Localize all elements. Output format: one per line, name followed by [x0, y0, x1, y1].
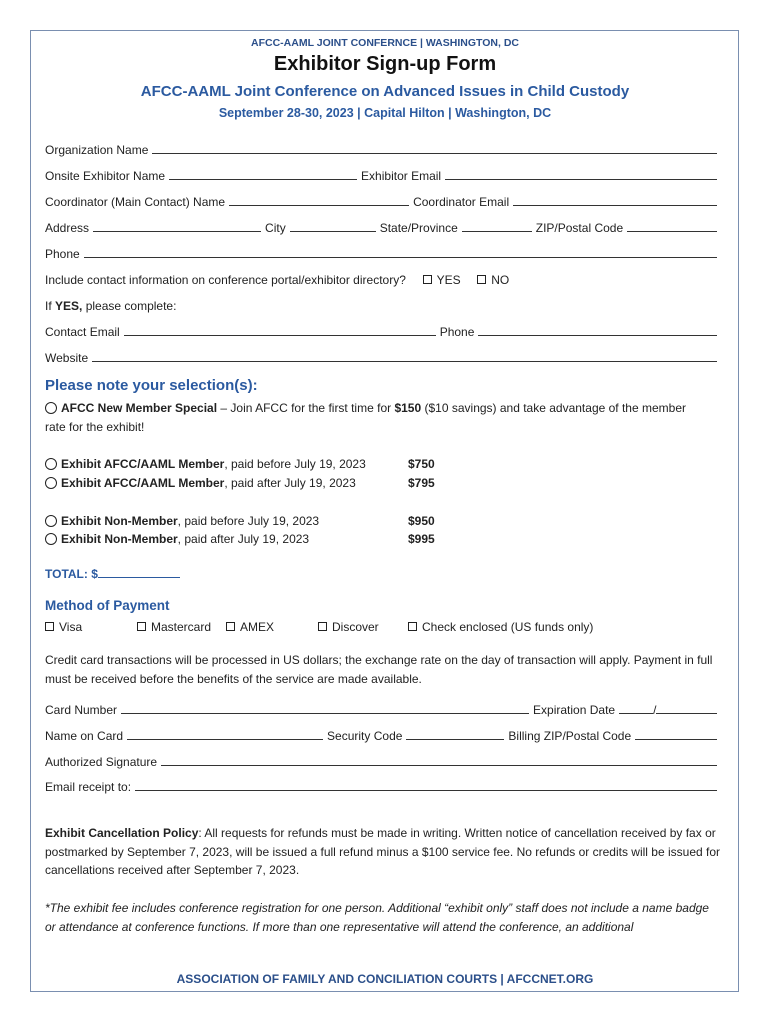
coordinator-email-field[interactable] [513, 195, 717, 206]
no-label: NO [491, 273, 510, 287]
amex-label: AMEX [240, 620, 275, 634]
conference-banner: AFCC-AAML JOINT CONFERNCE | WASHINGTON, DC [251, 37, 519, 49]
total-field[interactable] [98, 567, 180, 578]
organization-row [45, 143, 721, 157]
price-nonmember-after: $995 [408, 532, 435, 546]
organization-label: Organization Name [45, 143, 149, 157]
option-bold: Exhibit Non-Member [61, 514, 178, 528]
exhibitor-email-field[interactable] [445, 169, 717, 180]
policy-label: Exhibit Cancellation Policy [45, 826, 199, 840]
payment-mastercard[interactable] [137, 620, 211, 634]
website-row [45, 351, 721, 365]
zip-field[interactable] [627, 221, 717, 232]
payment-check[interactable] [408, 620, 593, 634]
option-member-after[interactable] [45, 476, 356, 490]
mastercard-checkbox[interactable] [137, 622, 146, 631]
coordinator-name-label: Coordinator (Main Contact) Name [45, 195, 226, 209]
payment-visa[interactable] [45, 620, 82, 634]
website-label: Website [45, 351, 89, 365]
payment-heading: Method of Payment [45, 598, 170, 613]
total-label: TOTAL: $ [45, 567, 98, 581]
coordinator-name-field[interactable] [229, 195, 409, 206]
new-member-radio[interactable] [45, 402, 57, 414]
mastercard-label: Mastercard [151, 620, 212, 634]
address-field[interactable] [93, 221, 261, 232]
payment-amex[interactable] [226, 620, 274, 634]
option-bold: Exhibit AFCC/AAML Member [61, 457, 225, 471]
check-label: Check enclosed (US funds only) [422, 620, 594, 634]
amex-checkbox[interactable] [226, 622, 235, 631]
price-member-after: $795 [408, 476, 435, 490]
page-title: Exhibitor Sign-up Form [273, 53, 497, 75]
billing-zip-field[interactable] [635, 729, 717, 740]
if-yes-bold: YES, [55, 299, 83, 313]
signature-field[interactable] [161, 755, 717, 766]
expiration-year-field[interactable] [656, 703, 717, 714]
billing-zip-label: Billing ZIP/Postal Code [508, 729, 632, 743]
new-member-text2: ($10 savings) and take advantage of the member [424, 401, 686, 415]
new-member-text: – Join AFCC for the first time for [220, 401, 392, 415]
security-code-field[interactable] [406, 729, 504, 740]
discover-label: Discover [332, 620, 379, 634]
new-member-option[interactable] [45, 401, 686, 415]
selection-heading: Please note your selection(s): [45, 377, 258, 394]
address-row [45, 221, 721, 235]
state-label: State/Province [379, 221, 458, 235]
option-text: , paid before July 19, 2023 [177, 514, 320, 528]
card-number-field[interactable] [121, 703, 529, 714]
option-text: , paid after July 19, 2023 [224, 476, 356, 490]
option-member-before[interactable] [45, 457, 366, 471]
include-contact-row [45, 273, 509, 287]
if-yes-instruction [45, 299, 176, 313]
payment-discover[interactable] [318, 620, 379, 634]
onsite-exhibitor-field[interactable] [169, 169, 357, 180]
phone-field[interactable] [84, 247, 717, 258]
expiration-month-field[interactable] [619, 703, 653, 714]
new-member-price: $150 [394, 401, 422, 415]
option-radio[interactable] [45, 477, 57, 489]
coordinator-email-label: Coordinator Email [413, 195, 510, 209]
phone-label: Phone [45, 247, 80, 261]
discover-checkbox[interactable] [318, 622, 327, 631]
option-nonmember-after[interactable] [45, 532, 309, 546]
option-radio[interactable] [45, 515, 57, 527]
signature-label: Authorized Signature [45, 755, 158, 769]
contact-email-label: Contact Email [45, 325, 120, 339]
name-on-card-row [45, 729, 721, 743]
check-checkbox[interactable] [408, 622, 417, 631]
contact-phone-field[interactable] [478, 325, 717, 336]
no-checkbox[interactable] [477, 275, 486, 284]
exhibitor-email-label: Exhibitor Email [361, 169, 442, 183]
contact-email-row [45, 325, 721, 339]
if-yes-post: please complete: [85, 299, 177, 313]
state-field[interactable] [462, 221, 532, 232]
city-field[interactable] [290, 221, 376, 232]
exhibit-fee-note: *The exhibit fee includes conference registration for one person. Additional “exhibit only” staff does not include a name badge or attendance at conference functions. If more than one representative will attend the conference, an additional [45, 901, 709, 934]
signature-row [45, 755, 721, 769]
payment-notice: Credit card transactions will be processed in US dollars; the exchange rate on the day of transaction will apply. Payment in full must be received before the benefits of the service are made available. [45, 653, 713, 686]
if-yes-pre: If [45, 299, 52, 313]
option-radio[interactable] [45, 458, 57, 470]
phone-row [45, 247, 721, 261]
yes-checkbox[interactable] [423, 275, 432, 284]
card-number-row [45, 703, 721, 717]
footer: ASSOCIATION OF FAMILY AND CONCILIATION COURTS | AFCCNET.ORG [176, 972, 594, 986]
organization-field[interactable] [152, 143, 717, 154]
expiration-label: Expiration Date [533, 703, 616, 717]
email-receipt-row [45, 780, 721, 794]
price-member-before: $750 [408, 457, 435, 471]
option-bold: Exhibit AFCC/AAML Member [61, 476, 225, 490]
visa-label: Visa [59, 620, 83, 634]
coordinator-row [45, 195, 721, 209]
conference-dates: September 28-30, 2023 | Capital Hilton | Washington, DC [218, 106, 552, 120]
visa-checkbox[interactable] [45, 622, 54, 631]
conference-subtitle: AFCC-AAML Joint Conference on Advanced Issues in Child Custody [140, 83, 630, 100]
price-nonmember-before: $950 [408, 514, 435, 528]
website-field[interactable] [92, 351, 717, 362]
onsite-exhibitor-label: Onsite Exhibitor Name [45, 169, 166, 183]
option-radio[interactable] [45, 533, 57, 545]
option-bold: Exhibit Non-Member [61, 532, 178, 546]
total-row [45, 567, 180, 581]
contact-email-field[interactable] [124, 325, 436, 336]
option-text: , paid before July 19, 2023 [224, 457, 366, 471]
policy-text: : All requests for refunds must be made in writing. Written notice of cancellation received by fax or postmarked by September 7, 2023, will be issued a full refund minus a $100 service fee. No refunds or credits will be issued for cancellations received after September 7, 2023. [45, 826, 721, 877]
contact-phone-label: Phone [439, 325, 475, 339]
address-label: Address [45, 221, 90, 235]
cancellation-policy [45, 824, 721, 880]
name-on-card-field[interactable] [127, 729, 323, 740]
security-code-label: Security Code [327, 729, 403, 743]
new-member-text3: rate for the exhibit! [45, 420, 145, 434]
name-on-card-label: Name on Card [45, 729, 124, 743]
card-number-label: Card Number [45, 703, 118, 717]
onsite-exhibitor-row [45, 169, 721, 183]
include-contact-question: Include contact information on conference portal/exhibitor directory? [45, 273, 406, 287]
option-nonmember-before[interactable] [45, 514, 319, 528]
city-label: City [265, 221, 286, 235]
email-receipt-label: Email receipt to: [45, 780, 132, 794]
expiration-slash: / [653, 703, 657, 717]
new-member-bold: AFCC New Member Special [61, 401, 218, 415]
zip-label: ZIP/Postal Code [535, 221, 624, 235]
option-text: , paid after July 19, 2023 [177, 532, 310, 546]
email-receipt-field[interactable] [135, 780, 717, 791]
yes-label: YES [436, 273, 461, 287]
